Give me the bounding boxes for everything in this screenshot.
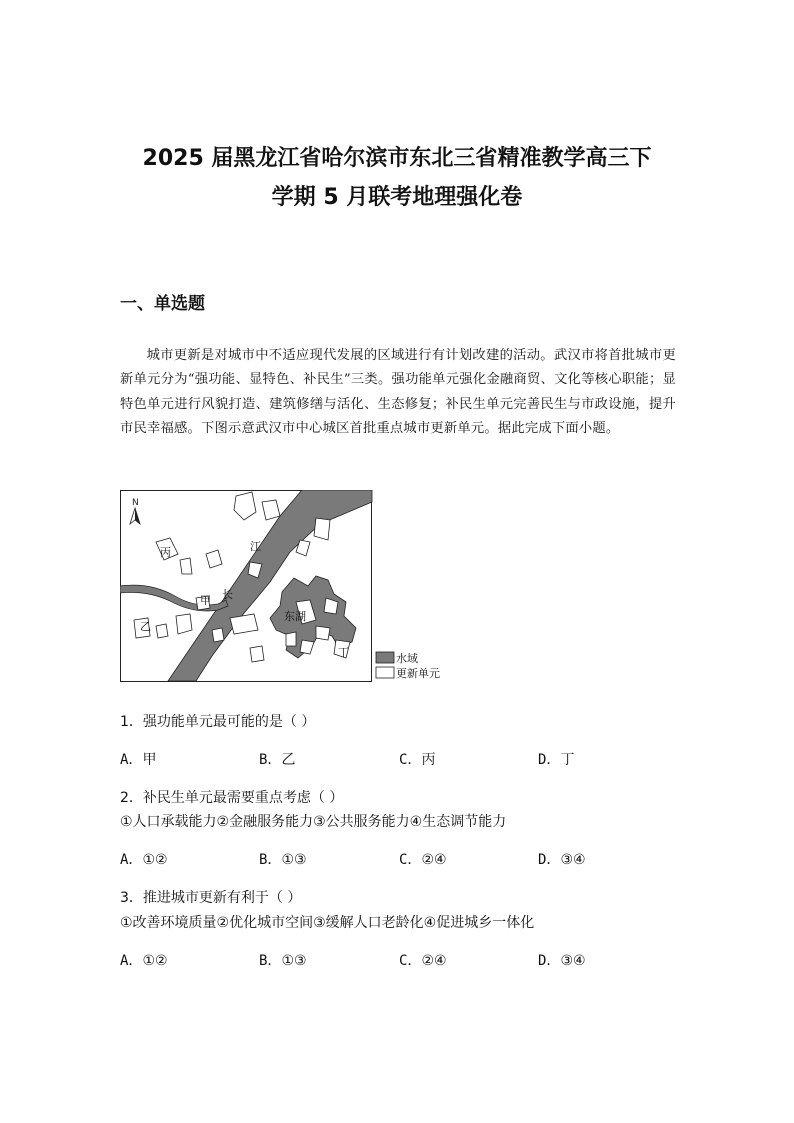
- unit-polygon: [156, 624, 168, 638]
- option-key: A．: [120, 852, 143, 868]
- option-text: 丙: [421, 752, 436, 768]
- question-1-option-a[interactable]: [120, 749, 156, 771]
- question-2-option-c[interactable]: [399, 849, 447, 871]
- label-yi: 乙: [140, 620, 151, 633]
- label-donghu: 东湖: [284, 610, 306, 623]
- option-key: B．: [259, 953, 282, 969]
- option-key: B．: [259, 852, 282, 868]
- legend-water-swatch: [376, 652, 394, 663]
- option-text: ③④: [560, 953, 586, 969]
- section-heading: 一、单选题: [120, 294, 205, 314]
- option-key: B．: [259, 752, 282, 768]
- question-1-option-c[interactable]: [399, 749, 435, 771]
- option-key: A．: [120, 752, 143, 768]
- unit-polygon: [286, 632, 296, 646]
- option-text: 乙: [281, 752, 296, 768]
- option-text: ②④: [421, 953, 447, 969]
- legend-unit-swatch: [376, 667, 394, 678]
- option-text: ①②: [142, 852, 168, 868]
- option-text: ②④: [421, 852, 447, 868]
- question-2-statements: ①人口承载能力②金融服务能力③公共服务能力④生态调节能力: [120, 814, 507, 830]
- question-3-option-d[interactable]: [538, 950, 586, 972]
- document-title-line-1: 2025 届黑龙江省哈尔滨市东北三省精准教学高三下: [142, 146, 652, 171]
- option-text: 甲: [142, 752, 157, 768]
- north-label: N: [132, 498, 139, 508]
- question-3-option-b[interactable]: [259, 950, 307, 972]
- unit-polygon: [250, 646, 264, 662]
- option-text: ③④: [560, 852, 586, 868]
- passage-text: 城市更新是对城市中不适应现代发展的区域进行有计划改建的活动。武汉市将首批城市更新单元分为“强功能、显特色、补民生”三类。强功能单元强化金融商贸、文化等核心职能；显特色单元进行风貌打造、建筑修缮与活化、生态修复；补民生单元完善民生与市政设施，提升市民幸福感。下图示意武汉市中心城区首批重点城市更新单元。据此完成下面小题。: [120, 348, 676, 436]
- question-3-statements: ①改善环境质量②优化城市空间③缓解人口老龄化④促进城乡一体化: [120, 915, 535, 931]
- unit-polygon: [314, 518, 330, 540]
- unit-polygon: [176, 614, 192, 634]
- question-2-option-d[interactable]: [538, 849, 586, 871]
- unit-polygon: [212, 628, 224, 642]
- unit-polygon: [180, 558, 192, 574]
- option-key: C．: [399, 852, 422, 868]
- question-2-option-b[interactable]: [259, 849, 307, 871]
- label-ding: 丁: [338, 646, 349, 659]
- option-key: D．: [538, 852, 561, 868]
- question-3-stem: 3．推进城市更新有利于（ ）: [120, 890, 302, 906]
- question-1-option-d[interactable]: [538, 749, 574, 771]
- question-3-option-a[interactable]: [120, 950, 168, 972]
- option-text: ①③: [281, 852, 307, 868]
- label-jia: 甲: [200, 594, 211, 607]
- legend-water-label: 水域: [396, 652, 418, 665]
- option-key: A．: [120, 953, 143, 969]
- question-1-option-b[interactable]: [259, 749, 295, 771]
- question-2-option-a[interactable]: [120, 849, 168, 871]
- question-3-option-c[interactable]: [399, 950, 447, 972]
- question-2-stem: 2．补民生单元最需要重点考虑（ ）: [120, 790, 344, 806]
- option-key: D．: [538, 752, 561, 768]
- unit-polygon: [230, 614, 258, 634]
- option-key: C．: [399, 752, 422, 768]
- option-text: 丁: [560, 752, 575, 768]
- legend-unit-label: 更新单元: [396, 667, 440, 680]
- question-1-stem: 1．强功能单元最可能的是（ ）: [120, 714, 316, 730]
- label-jiang: 江: [250, 540, 261, 553]
- wuhan-map-figure: [120, 490, 460, 686]
- label-chang: 长: [222, 588, 233, 601]
- unit-polygon: [316, 626, 330, 640]
- option-text: ①②: [142, 953, 168, 969]
- option-text: ①③: [281, 953, 307, 969]
- option-key: D．: [538, 953, 561, 969]
- label-bing: 丙: [160, 546, 171, 559]
- document-title-line-2: 学期 5 月联考地理强化卷: [271, 185, 523, 210]
- option-key: C．: [399, 953, 422, 969]
